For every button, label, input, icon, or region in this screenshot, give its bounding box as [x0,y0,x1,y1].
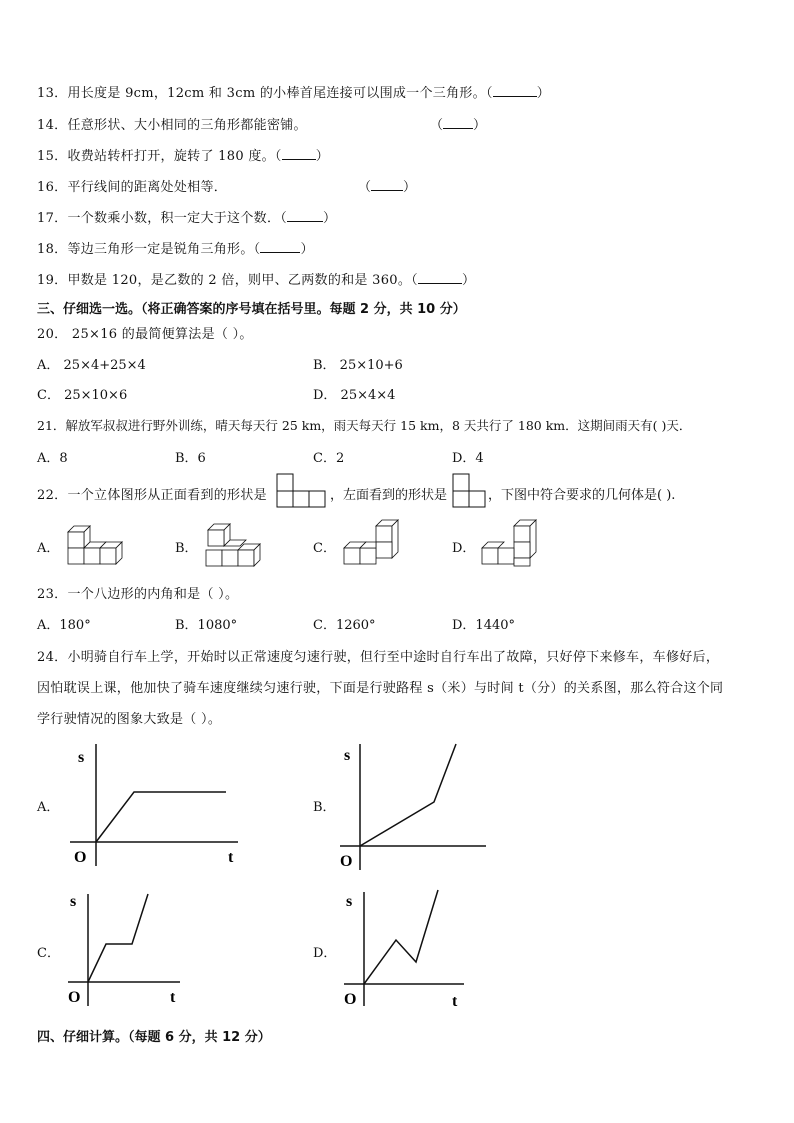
question-18 [37,238,314,257]
answer-blank[interactable] [418,273,462,284]
question-14-text: 14．任意形状、大小相同的三角形都能密铺。 [37,118,307,133]
option-c[interactable]: C．2 [313,451,345,466]
graph-a [62,738,242,870]
origin-label: O [340,853,353,870]
question-13-text: 13．用长度是 9cm，12cm 和 3cm 的小棒首尾连接可以围成一个三角形。（ [37,86,493,101]
question-14-answer [430,114,486,133]
section-4-title: 四、仔细计算。（每题 6 分，共 12 分） [37,1030,271,1045]
answer-blank[interactable] [443,118,473,129]
option-c[interactable]: C． [313,541,336,556]
answer-blank[interactable] [287,211,323,222]
bracket-close: ） [300,242,314,257]
option-a[interactable]: A． [37,800,60,815]
option-c[interactable]: C． [37,946,60,961]
axis-s-label: s [70,893,77,910]
cube-figure-c [338,518,404,568]
option-c[interactable]: C．1260° [313,618,376,633]
option-c[interactable]: C． 25×10×6 [37,388,128,403]
front-view-figure [276,473,328,509]
option-a[interactable]: A． 25×4+25×4 [37,358,146,373]
cube-figure-a [64,520,134,566]
answer-blank[interactable] [260,242,300,253]
origin-label: O [344,991,357,1008]
option-a[interactable]: A． [37,541,60,556]
question-16-text: 16．平行线间的距离处处相等． [37,180,228,195]
question-17 [37,207,336,226]
graph-d [340,884,470,1010]
question-13 [37,82,550,101]
cube-figure-d [476,518,542,568]
option-d[interactable]: D． [313,946,337,961]
question-17-text: 17．一个数乘小数，积一定大于这个数．（ [37,211,288,226]
question-21-stem: 21．解放军叔叔进行野外训练，晴天每天行 25 km，雨天每天行 15 km，8 天共行了 180 km．这期间雨天有( )天． [37,418,692,433]
section-3-title: 三、仔细选一选。（将正确答案的序号填在括号里。每题 2 分，共 10 分） [37,302,466,317]
question-15 [37,145,329,164]
question-24-line-2: 因怕耽误上课，他加快了骑车速度继续匀速行驶，下面是行驶路程 s（米）与时间 t（分）的关系图，那么符合这个同 [37,681,724,696]
axis-s-label: s [78,749,85,766]
question-22-text-1: 22．一个立体图形从正面看到的形状是 [37,488,267,503]
question-20-stem: 20． 25×16 的最简便算法是（ ）。 [37,327,253,342]
question-24-line-1: 24．小明骑自行车上学，开始时以正常速度匀速行驶，但行至中途时自行车出了故障，只好停下来修车，车修好后， [37,650,720,665]
axis-s-label: s [346,893,353,910]
left-view-figure [452,473,488,509]
option-d[interactable]: D． [452,541,476,556]
question-22-text-2: ，左面看到的形状是 [330,488,448,503]
bracket-close: ） [315,149,330,164]
question-15-text: 15．收费站转杆打开，旋转了 180 度。（ [37,149,282,164]
answer-blank[interactable] [371,180,403,191]
bracket-close: ） [461,273,476,288]
question-19 [37,269,475,288]
question-16 [37,176,227,195]
bracket-close: ） [536,86,551,101]
option-b[interactable]: B． 25×10+6 [313,358,403,373]
question-14 [37,114,307,133]
option-a[interactable]: A．180° [37,618,91,633]
option-a[interactable]: A．8 [37,451,68,466]
question-18-text: 18．等边三角形一定是锐角三角形。（ [37,242,261,257]
option-b[interactable]: B．1080° [175,618,238,633]
graph-c [62,886,192,1010]
bracket-open: （ [430,118,444,133]
question-22-stem [37,484,267,503]
bracket-close: ） [473,118,487,133]
graph-b [336,738,492,872]
option-d[interactable]: D． 25×4×4 [313,388,396,403]
option-b[interactable]: B． [175,541,198,556]
axis-s-label: s [344,747,351,764]
bracket-open: （ [358,180,372,195]
option-b[interactable]: B．6 [175,451,206,466]
question-16-answer [358,176,416,195]
option-d[interactable]: D．4 [452,451,484,466]
origin-label: O [74,849,87,866]
axis-t-label: t [452,993,458,1010]
question-24-line-3: 学行驶情况的图象大致是（ ）。 [37,712,222,727]
option-d[interactable]: D．1440° [452,618,516,633]
answer-blank[interactable] [282,149,316,160]
option-b[interactable]: B． [313,800,336,815]
cube-figure-b [200,520,270,570]
answer-blank[interactable] [493,86,537,97]
question-22-text-3: ，下图中符合要求的几何体是( ). [488,488,676,503]
bracket-close: ） [323,211,337,226]
question-23-stem: 23．一个八边形的内角和是（ ）。 [37,587,239,602]
question-19-text: 19．甲数是 120，是乙数的 2 倍，则甲、乙两数的和是 360。（ [37,273,418,288]
bracket-close: ） [403,180,417,195]
origin-label: O [68,989,81,1006]
axis-t-label: t [170,989,176,1006]
axis-t-label: t [228,849,234,866]
